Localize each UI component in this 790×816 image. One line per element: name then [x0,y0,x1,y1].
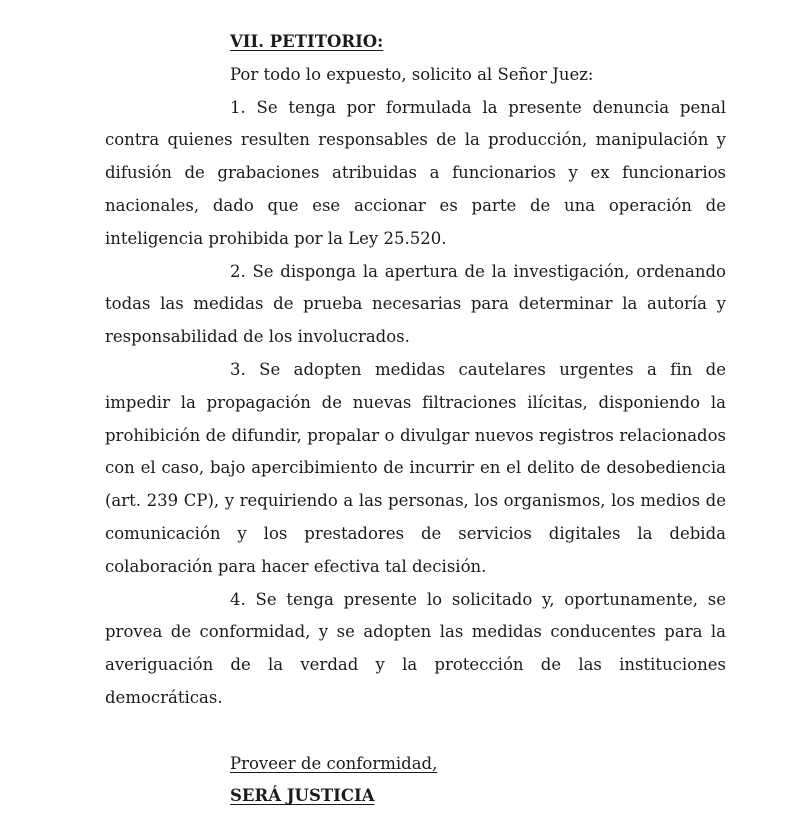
section-heading-text: VII. PETITORIO: [230,32,384,51]
intro-line: Por todo lo expuesto, solicito al Señor Juez: [230,64,594,84]
petition-paragraph-1: 1. Se tenga por formulada la presente denuncia penal contra quienes resulten responsables de la producción, manipulación y difusión de grabaciones atribuidas a funcionarios y ex funcionarios nacionales, dado que ese accionar es parte de una operación de inteligencia prohibida por la Ley 25.520. [105,97,726,248]
section-heading [105,26,726,59]
petition-paragraph-4: 4. Se tenga presente lo solicitado y, oportunamente, se provea de conformidad, y se adopten las medidas conducentes para la averiguación de la verdad y la protección de las instituciones democráticas. [105,589,726,707]
closing-line-1 [105,748,726,781]
petition-paragraph-3: 3. Se adopten medidas cautelares urgentes a fin de impedir la propagación de nuevas filtraciones ilícitas, disponiendo la prohibición de difundir, propalar o divulgar nuevos registros relacionados con el caso, bajo apercibimiento de incurrir en el delito de desobediencia (art. 239 CP), y requiriendo a las personas, los organismos, los medios de comunicación y los prestadores de servicios digitales la debida colaboración para hacer efectiva tal decisión. [105,359,726,576]
closing-line-2-text: SERÁ JUSTICIA [230,786,375,806]
closing-line-1-text: Proveer de conformidad, [230,753,438,773]
closing-line-2 [105,780,726,813]
closing-block [105,748,726,814]
petition-paragraph-2: 2. Se disponga la apertura de la investigación, ordenando todas las medidas de prueba necesarias para determinar la autoría y responsabilidad de los involucrados. [105,261,726,347]
